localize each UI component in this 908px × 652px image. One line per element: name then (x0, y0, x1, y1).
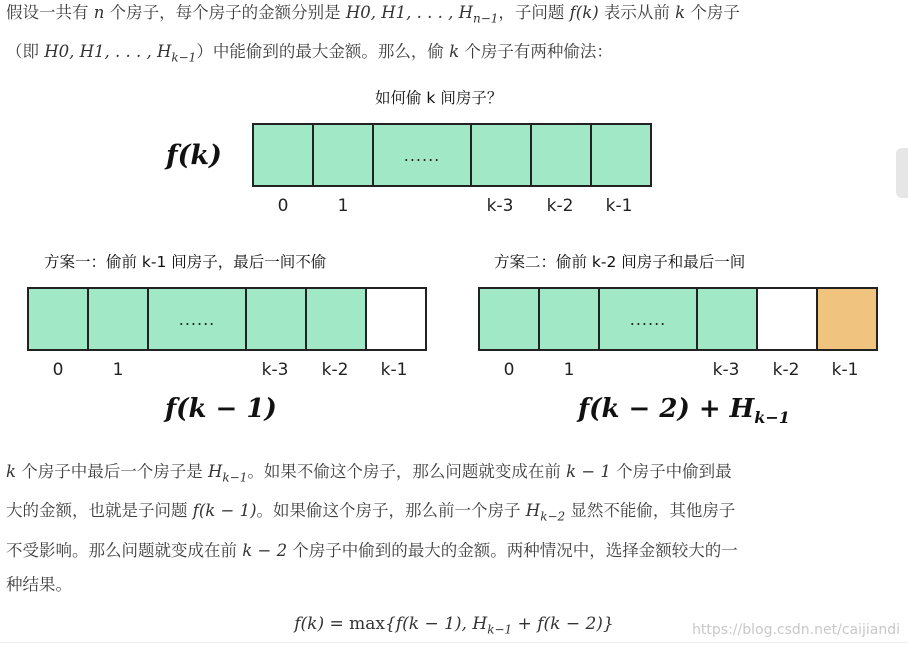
plan2-title: 方案二：偷前 k-2 间房子和最后一间 (494, 253, 746, 271)
math-sequence: H0, H1, . . . , H (44, 42, 172, 62)
formula-max: max (349, 614, 385, 634)
math-n: n (93, 3, 105, 22)
house-index: k-3 (712, 360, 740, 380)
intro-text: ）中能偷到的最大金额。那么，偷 (196, 42, 450, 62)
intro-text: 个房子，每个房子的金额分别是 (104, 3, 346, 22)
plan1-title: 方案一：偷前 k-1 间房子，最后一间不偷 (44, 253, 327, 271)
math-fk: f(k) (569, 3, 599, 22)
explain-text: 个房子中偷到的最大的金额。两种情况中，选择金额较大的一 (287, 540, 738, 560)
formula-subscript: k−1 (487, 622, 513, 637)
math-expr: k − 1 (566, 462, 611, 481)
intro-text: ，子问题 (498, 3, 570, 22)
math-subscript: k−1 (222, 470, 248, 485)
plan1-formula: f(k − 1) (165, 394, 277, 424)
intro-text: 假设一共有 (6, 3, 94, 22)
house-cell-ellipsis: ...... (600, 289, 698, 349)
explain-text: 个房子中最后一个房子是 (16, 462, 208, 481)
house-index: k-2 (772, 360, 800, 380)
house-index: k-3 (486, 196, 514, 216)
explain-text: 。如果偷这个房子，那么前一个房子 (256, 501, 526, 521)
explain-text: 。如果不偷这个房子，那么问题就变成在前 (247, 462, 567, 481)
house-cell (540, 289, 600, 349)
plan2-formula (578, 394, 790, 427)
house-index: k-3 (261, 360, 289, 380)
explain-text: 个房子中偷到最 (610, 462, 732, 481)
house-cell-robbed (818, 289, 878, 349)
house-index: 0 (503, 360, 515, 380)
intro-paragraph (6, 0, 902, 75)
house-cell (89, 289, 149, 349)
house-index: 1 (337, 196, 349, 216)
top-house-row (252, 123, 652, 187)
house-index: k-2 (546, 196, 574, 216)
math-expr: k − 2 (242, 540, 288, 560)
math-h: H (525, 501, 541, 521)
intro-text: 个房子 (685, 3, 740, 22)
house-cell (480, 289, 540, 349)
house-index: 1 (563, 360, 575, 380)
house-cell-ellipsis: ...... (374, 125, 472, 185)
explain-text: 显然不能偷，其他房子 (565, 501, 736, 521)
house-cell (592, 125, 652, 185)
intro-text: 个房子有两种偷法： (459, 42, 613, 62)
house-cell (314, 125, 374, 185)
house-index: k-1 (831, 360, 859, 380)
house-cell (254, 125, 314, 185)
plan1-house-row (27, 287, 427, 351)
house-cell (532, 125, 592, 185)
intro-text: （即 (6, 42, 45, 62)
math-k: k (675, 3, 686, 22)
math-h: H (208, 462, 223, 481)
math-subscript: k−1 (171, 50, 197, 65)
explain-text: 种结果。 (6, 574, 72, 594)
watermark: https://blog.csdn.net/caijiandi (692, 622, 900, 638)
divider (0, 642, 908, 643)
house-cell (698, 289, 758, 349)
explanation-paragraph (6, 455, 902, 602)
formula-tail: + f(k − 2)} (512, 614, 614, 634)
math-expr: f(k − 1) (192, 501, 257, 521)
plan2-formula-subscript: k−1 (754, 408, 790, 428)
house-index: 0 (277, 196, 289, 216)
house-cell-skipped (367, 289, 427, 349)
house-cell-skipped (758, 289, 818, 349)
plan2-formula-main: f(k − 2) + H (578, 394, 755, 424)
explain-text: 不受影响。那么问题就变成在前 (6, 540, 243, 560)
math-sequence: H0, H1, . . . , H (345, 3, 473, 22)
math-k: k (6, 462, 16, 481)
math-k: k (449, 42, 460, 62)
top-diagram-title: 如何偷 k 间房子？ (375, 89, 503, 107)
house-index: k-1 (380, 360, 408, 380)
house-index: k-2 (321, 360, 349, 380)
house-index: 1 (112, 360, 124, 380)
explain-text: 大的金额，也就是子问题 (6, 501, 193, 521)
math-subscript: k−2 (540, 509, 566, 524)
house-index: 0 (52, 360, 64, 380)
plan2-house-row (478, 287, 878, 351)
house-cell (307, 289, 367, 349)
house-cell (247, 289, 307, 349)
side-toolbar-tab[interactable] (896, 148, 908, 198)
house-cell (472, 125, 532, 185)
intro-text: 表示从前 (598, 3, 676, 22)
house-cell-ellipsis: ...... (149, 289, 247, 349)
formula-body: {f(k − 1), H (385, 614, 488, 634)
formula-lhs: f(k) = (294, 614, 350, 634)
house-index: k-1 (605, 196, 633, 216)
top-diagram-label: f(k) (166, 140, 222, 171)
house-cell (29, 289, 89, 349)
math-subscript: n−1 (473, 11, 499, 26)
